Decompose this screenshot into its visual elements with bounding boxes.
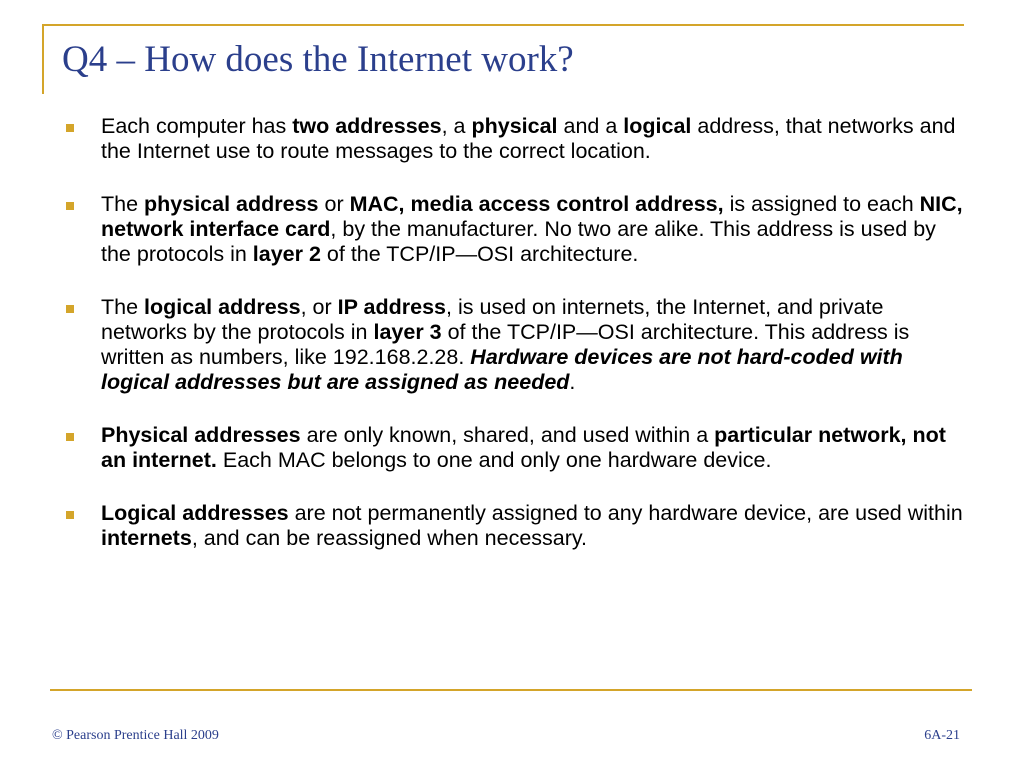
bullet-item-physical-addresses-scope: Physical addresses are only known, shared, and used within a particular network, not an internet. Each MAC belongs to one and only one hardware device.: [66, 423, 966, 473]
title-accent-horizontal-rule: [42, 24, 964, 26]
square-bullet-icon: [66, 433, 74, 441]
bold-text: Logical addresses: [101, 501, 289, 525]
square-bullet-icon: [66, 202, 74, 210]
footer-copyright: © Pearson Prentice Hall 2009: [52, 728, 219, 743]
bold-text: Physical addresses: [101, 423, 301, 447]
bold-text: NIC, network interface card: [101, 192, 963, 241]
square-bullet-icon: [66, 124, 74, 132]
square-bullet-icon: [66, 305, 74, 313]
bold-text: layer 2: [252, 242, 321, 266]
slide-title: Q4 – How does the Internet work?: [62, 39, 574, 80]
bullet-item-two-addresses: Each computer has two addresses, a physical and a logical address, that networks and the Internet use to route messages to the correct location.: [66, 114, 966, 164]
bold-italic-text: Hardware devices are not hard-coded with logical addresses but are assigned as needed: [101, 345, 903, 394]
bullet-item-logical-address: The logical address, or IP address, is used on internets, the Internet, and private networks by the protocols in layer 3 of the TCP/IP—OSI architecture. This address is written as numbers, like 192.168.2.28. Hardware devices are not hard-coded with logical addresses but are assigned as needed.: [66, 295, 966, 395]
square-bullet-icon: [66, 511, 74, 519]
bold-text: physical address: [144, 192, 319, 216]
bold-text: particular network, not an internet.: [101, 423, 946, 472]
bold-text: two addresses: [292, 114, 442, 138]
footer-rule: [50, 689, 972, 691]
bullet-list: [66, 114, 966, 579]
bold-text: logical: [623, 114, 692, 138]
title-accent-vertical-rule: [42, 24, 44, 94]
bold-text: internets: [101, 526, 192, 550]
bold-text: MAC, media access control address,: [349, 192, 724, 216]
bold-text: layer 3: [373, 320, 442, 344]
bullet-item-physical-address: The physical address or MAC, media access control address, is assigned to each NIC, network interface card, by the manufacturer. No two are alike. This address is used by the protocols in layer 2 of the TCP/IP—OSI architecture.: [66, 192, 966, 267]
bullet-item-logical-addresses-scope: Logical addresses are not permanently assigned to any hardware device, are used within internets, and can be reassigned when necessary.: [66, 501, 966, 551]
bold-text: physical: [471, 114, 558, 138]
bold-text: IP address: [337, 295, 446, 319]
page-number: 6A-21: [924, 728, 960, 743]
bold-text: logical address: [144, 295, 301, 319]
